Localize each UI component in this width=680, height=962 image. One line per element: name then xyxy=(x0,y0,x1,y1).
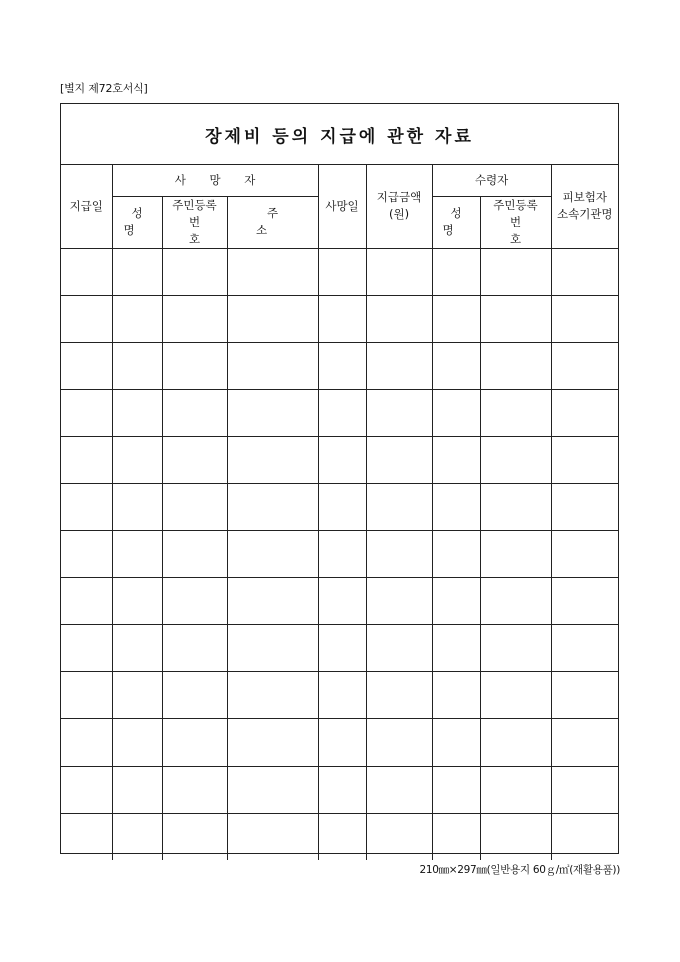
cell-amount[interactable] xyxy=(366,436,432,483)
header-deceased-name: 성 명 xyxy=(112,196,162,248)
cell-death-date[interactable] xyxy=(318,389,366,436)
cell-deceased-rrn[interactable] xyxy=(162,436,227,483)
cell-deceased-name[interactable] xyxy=(112,248,162,295)
table-row xyxy=(61,342,618,389)
table-row xyxy=(61,578,618,625)
cell-deceased-rrn[interactable] xyxy=(162,578,227,625)
cell-deceased-rrn[interactable] xyxy=(162,672,227,719)
cell-deceased-rrn[interactable] xyxy=(162,625,227,672)
form-sheet xyxy=(60,103,619,854)
table-row xyxy=(61,672,618,719)
cell-deceased-name[interactable] xyxy=(112,625,162,672)
cell-recipient-rrn[interactable] xyxy=(480,578,551,625)
table-row xyxy=(61,766,618,813)
cell-deceased-name[interactable] xyxy=(112,483,162,530)
cell-address[interactable] xyxy=(227,295,318,342)
cell-pay-date[interactable] xyxy=(61,483,112,530)
cell-recipient-name[interactable] xyxy=(432,531,480,578)
cell-deceased-name[interactable] xyxy=(112,342,162,389)
header-deceased-rrn: 주민등록 번 호 xyxy=(162,196,227,248)
cell-pay-date[interactable] xyxy=(61,389,112,436)
cell-death-date[interactable] xyxy=(318,436,366,483)
cell-death-date[interactable] xyxy=(318,483,366,530)
cell-pay-date[interactable] xyxy=(61,719,112,766)
cell-deceased-rrn[interactable] xyxy=(162,813,227,860)
form-title: 장제비 등의 지급에 관한 자료 xyxy=(205,126,474,147)
cell-pay-date[interactable] xyxy=(61,813,112,860)
table-row xyxy=(61,389,618,436)
cell-amount[interactable] xyxy=(366,672,432,719)
header-death-date: 사망일 xyxy=(318,165,366,248)
cell-recipient-name[interactable] xyxy=(432,813,480,860)
cell-deceased-rrn[interactable] xyxy=(162,531,227,578)
cell-amount[interactable] xyxy=(366,248,432,295)
cell-deceased-rrn[interactable] xyxy=(162,483,227,530)
cell-recipient-name[interactable] xyxy=(432,248,480,295)
cell-death-date[interactable] xyxy=(318,719,366,766)
cell-address[interactable] xyxy=(227,766,318,813)
cell-deceased-rrn[interactable] xyxy=(162,719,227,766)
cell-address[interactable] xyxy=(227,248,318,295)
cell-recipient-rrn[interactable] xyxy=(480,436,551,483)
cell-pay-date[interactable] xyxy=(61,295,112,342)
cell-death-date[interactable] xyxy=(318,766,366,813)
cell-recipient-rrn[interactable] xyxy=(480,483,551,530)
header-address: 주 소 xyxy=(227,196,318,248)
cell-amount[interactable] xyxy=(366,342,432,389)
table-row xyxy=(61,436,618,483)
paper-spec: 210㎜×297㎜(일반용지 60ｇ/㎡(재활용품)) xyxy=(419,864,620,876)
cell-agency[interactable] xyxy=(551,672,618,719)
cell-pay-date[interactable] xyxy=(61,531,112,578)
cell-recipient-name[interactable] xyxy=(432,625,480,672)
cell-address[interactable] xyxy=(227,672,318,719)
cell-address[interactable] xyxy=(227,483,318,530)
table-row xyxy=(61,813,618,860)
cell-deceased-rrn[interactable] xyxy=(162,342,227,389)
cell-agency[interactable] xyxy=(551,766,618,813)
cell-recipient-name[interactable] xyxy=(432,295,480,342)
cell-address[interactable] xyxy=(227,625,318,672)
form-reference: [별지 제72호서식] xyxy=(60,82,148,95)
cell-recipient-rrn[interactable] xyxy=(480,342,551,389)
cell-address[interactable] xyxy=(227,436,318,483)
cell-deceased-name[interactable] xyxy=(112,719,162,766)
header-pay-date: 지급일 xyxy=(61,165,112,248)
cell-deceased-name[interactable] xyxy=(112,813,162,860)
cell-deceased-rrn[interactable] xyxy=(162,248,227,295)
cell-pay-date[interactable] xyxy=(61,578,112,625)
cell-agency[interactable] xyxy=(551,625,618,672)
cell-recipient-rrn[interactable] xyxy=(480,672,551,719)
cell-address[interactable] xyxy=(227,531,318,578)
cell-amount[interactable] xyxy=(366,766,432,813)
header-agency: 피보험자 소속기관명 xyxy=(551,165,618,248)
cell-death-date[interactable] xyxy=(318,625,366,672)
cell-deceased-rrn[interactable] xyxy=(162,295,227,342)
cell-recipient-rrn[interactable] xyxy=(480,625,551,672)
cell-recipient-rrn[interactable] xyxy=(480,389,551,436)
cell-deceased-rrn[interactable] xyxy=(162,389,227,436)
cell-address[interactable] xyxy=(227,813,318,860)
cell-agency[interactable] xyxy=(551,248,618,295)
cell-deceased-name[interactable] xyxy=(112,531,162,578)
cell-deceased-name[interactable] xyxy=(112,766,162,813)
cell-recipient-rrn[interactable] xyxy=(480,531,551,578)
cell-death-date[interactable] xyxy=(318,672,366,719)
cell-agency[interactable] xyxy=(551,342,618,389)
cell-agency[interactable] xyxy=(551,436,618,483)
cell-amount[interactable] xyxy=(366,625,432,672)
cell-recipient-name[interactable] xyxy=(432,578,480,625)
cell-address[interactable] xyxy=(227,719,318,766)
cell-amount[interactable] xyxy=(366,578,432,625)
cell-recipient-rrn[interactable] xyxy=(480,766,551,813)
cell-death-date[interactable] xyxy=(318,342,366,389)
header-recipient: 수령자 xyxy=(432,165,551,196)
cell-deceased-name[interactable] xyxy=(112,389,162,436)
cell-agency[interactable] xyxy=(551,813,618,860)
cell-recipient-rrn[interactable] xyxy=(480,248,551,295)
cell-amount[interactable] xyxy=(366,389,432,436)
cell-pay-date[interactable] xyxy=(61,625,112,672)
cell-pay-date[interactable] xyxy=(61,436,112,483)
cell-recipient-name[interactable] xyxy=(432,672,480,719)
table-row xyxy=(61,625,618,672)
cell-recipient-rrn[interactable] xyxy=(480,813,551,860)
cell-pay-date[interactable] xyxy=(61,672,112,719)
cell-death-date[interactable] xyxy=(318,295,366,342)
cell-pay-date[interactable] xyxy=(61,342,112,389)
cell-death-date[interactable] xyxy=(318,813,366,860)
header-recipient-name: 성 명 xyxy=(432,196,480,248)
cell-death-date[interactable] xyxy=(318,531,366,578)
cell-agency[interactable] xyxy=(551,389,618,436)
cell-recipient-name[interactable] xyxy=(432,389,480,436)
payment-table xyxy=(61,165,618,860)
cell-recipient-name[interactable] xyxy=(432,766,480,813)
table-row xyxy=(61,719,618,766)
header-recipient-rrn: 주민등록 번 호 xyxy=(480,196,551,248)
cell-amount[interactable] xyxy=(366,483,432,530)
cell-death-date[interactable] xyxy=(318,578,366,625)
cell-deceased-name[interactable] xyxy=(112,436,162,483)
cell-amount[interactable] xyxy=(366,719,432,766)
cell-deceased-rrn[interactable] xyxy=(162,766,227,813)
cell-agency[interactable] xyxy=(551,531,618,578)
table-row xyxy=(61,295,618,342)
cell-agency[interactable] xyxy=(551,578,618,625)
cell-amount[interactable] xyxy=(366,813,432,860)
cell-recipient-name[interactable] xyxy=(432,483,480,530)
cell-agency[interactable] xyxy=(551,483,618,530)
cell-amount[interactable] xyxy=(366,295,432,342)
title-box xyxy=(61,104,618,165)
cell-pay-date[interactable] xyxy=(61,248,112,295)
cell-address[interactable] xyxy=(227,342,318,389)
table-row xyxy=(61,531,618,578)
header-amount: 지급금액 (원) xyxy=(366,165,432,248)
cell-agency[interactable] xyxy=(551,719,618,766)
cell-address[interactable] xyxy=(227,389,318,436)
cell-deceased-name[interactable] xyxy=(112,672,162,719)
cell-recipient-rrn[interactable] xyxy=(480,719,551,766)
cell-recipient-rrn[interactable] xyxy=(480,295,551,342)
cell-amount[interactable] xyxy=(366,531,432,578)
cell-address[interactable] xyxy=(227,578,318,625)
table-row xyxy=(61,483,618,530)
cell-recipient-name[interactable] xyxy=(432,342,480,389)
cell-recipient-name[interactable] xyxy=(432,719,480,766)
cell-agency[interactable] xyxy=(551,295,618,342)
cell-deceased-name[interactable] xyxy=(112,295,162,342)
cell-pay-date[interactable] xyxy=(61,766,112,813)
header-deceased: 사 망 자 xyxy=(112,165,318,196)
table-row xyxy=(61,248,618,295)
cell-deceased-name[interactable] xyxy=(112,578,162,625)
cell-death-date[interactable] xyxy=(318,248,366,295)
cell-recipient-name[interactable] xyxy=(432,436,480,483)
